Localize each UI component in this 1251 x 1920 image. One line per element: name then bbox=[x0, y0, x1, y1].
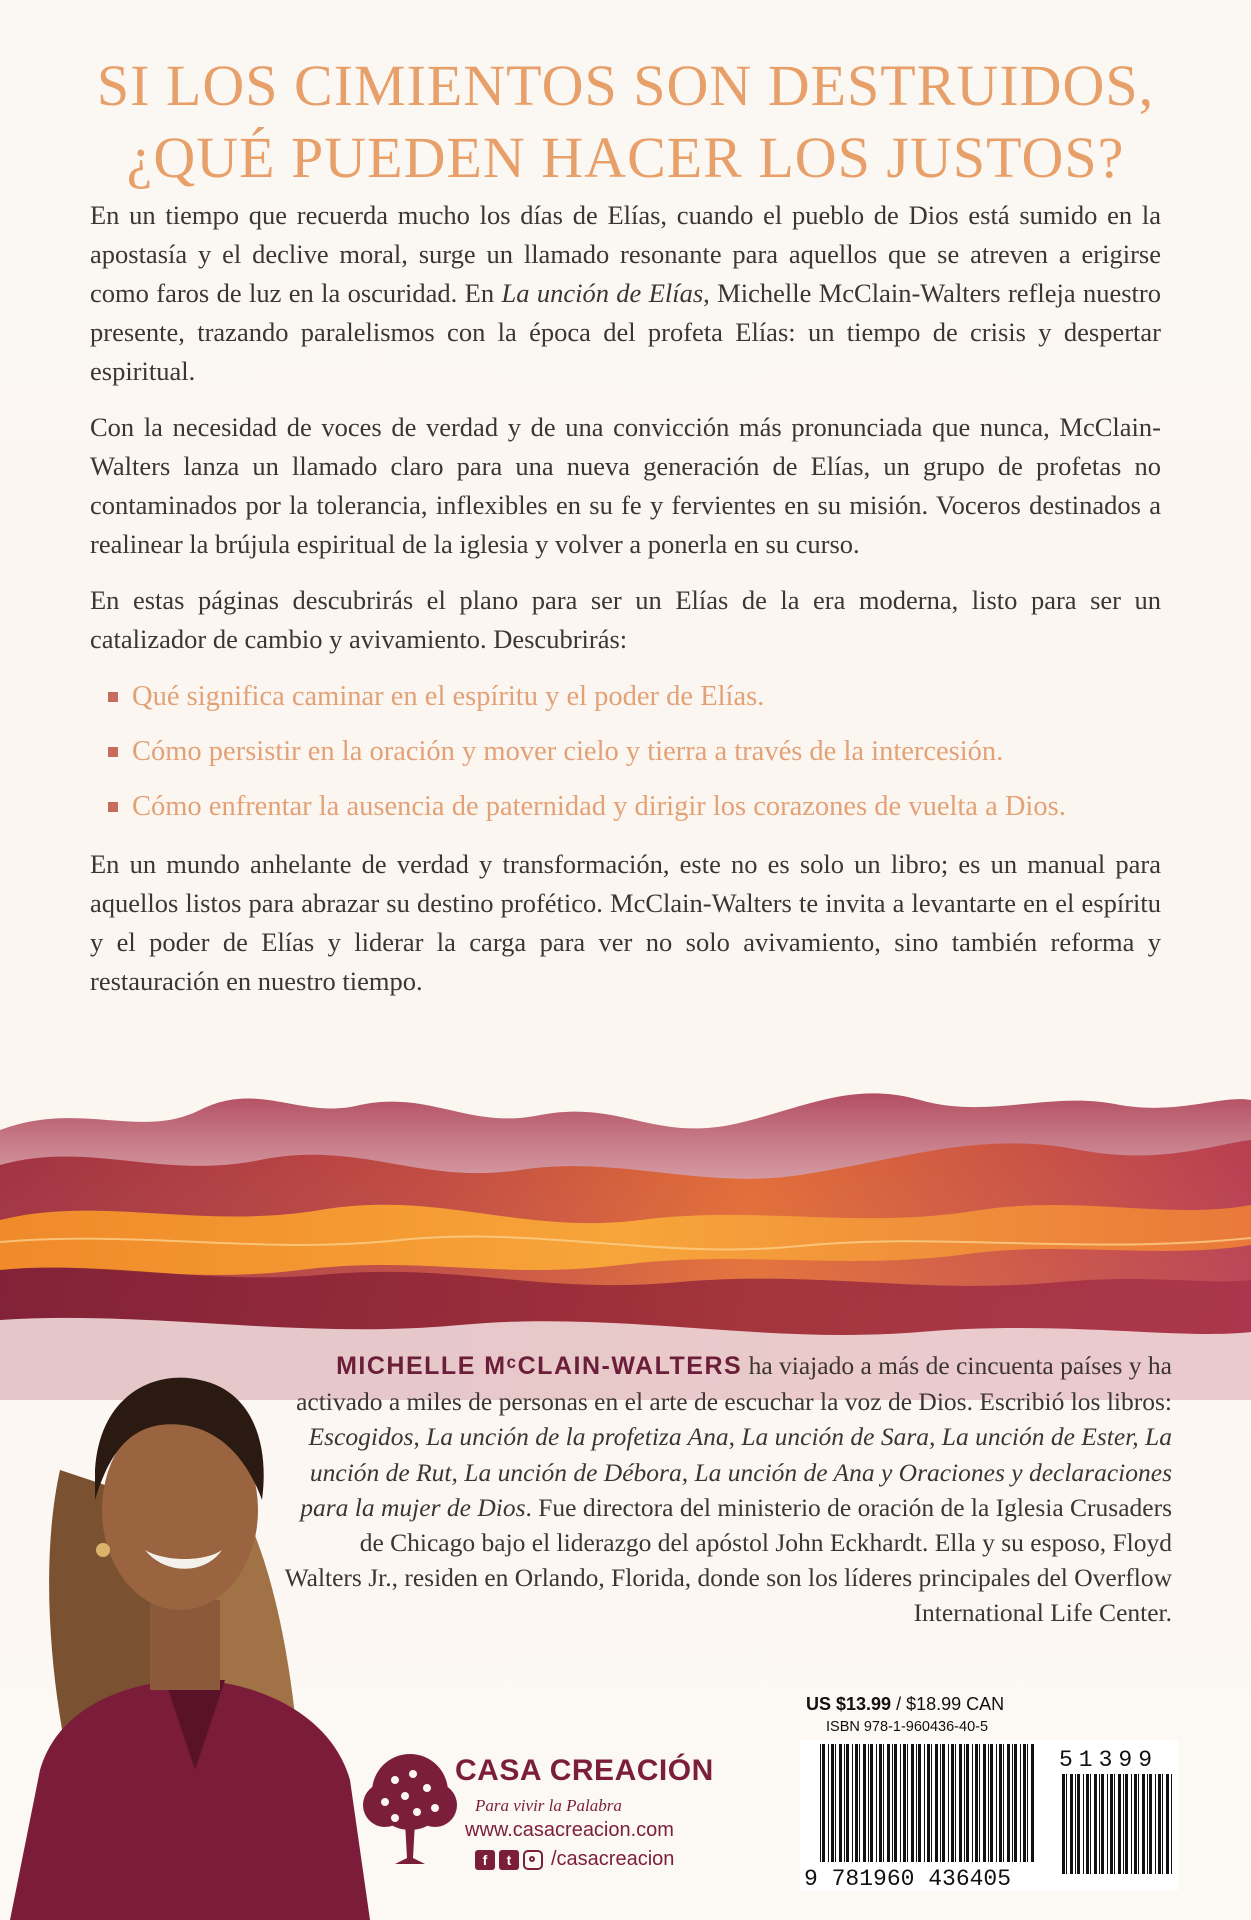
barcode-bar bbox=[859, 1744, 860, 1862]
barcode-bar bbox=[911, 1744, 914, 1862]
barcode-bar bbox=[972, 1744, 973, 1862]
headline-line-2: ¿QUÉ PUEDEN HACER LOS JUSTOS? bbox=[126, 125, 1125, 190]
instagram-icon bbox=[523, 1850, 543, 1870]
barcode-bar bbox=[903, 1744, 906, 1862]
barcode-bar bbox=[935, 1744, 938, 1862]
barcode-bar bbox=[1134, 1774, 1137, 1874]
intro-p1-text-end: , Michelle McClain-Walters refleja nuestro presente, trazando paralelismos con la época del profeta Elías: un tiempo de crisis y despertar espiritual. bbox=[90, 278, 1161, 386]
intro-paragraph-2: Con la necesidad de voces de verdad y de una convicción más pronunciada que nunca, McClain-Walters lanza un llamado claro para una nueva generación de Elías, un grupo de profetas no contaminados por la tolerancia, inflexibles en su fe y fervientes en su misión. Voceros destinados a realinear la brújula espiritual de la iglesia y volver a ponerla en su curso. bbox=[90, 412, 1161, 559]
barcode-bar bbox=[876, 1744, 877, 1862]
barcode-bar bbox=[1014, 1744, 1017, 1862]
barcode-bar bbox=[1070, 1774, 1073, 1874]
barcode-bar bbox=[1023, 1744, 1026, 1862]
book-title-mention: La unción de Elías bbox=[501, 278, 704, 308]
description bbox=[90, 196, 1161, 1018]
barcode-bar bbox=[846, 1744, 849, 1862]
barcode-bar bbox=[1149, 1774, 1152, 1874]
publisher-url: www.casacreacion.com bbox=[465, 1819, 674, 1841]
barcode-bar bbox=[887, 1744, 890, 1862]
closing-paragraph: En un mundo anhelante de verdad y transformación, este no es solo un libro; es un manual para aquellos listos para abrazar su destino profético. McClain-Walters te invita a levantarte en el espíritu y el poder de Elías y liderar la carga para ver no solo avivamiento, sino también reforma y restauración en nuestro tiempo. bbox=[90, 849, 1161, 996]
barcode-bar bbox=[1118, 1774, 1121, 1874]
barcode-bar bbox=[1007, 1744, 1010, 1862]
barcode-bar bbox=[1020, 1744, 1021, 1862]
social-links bbox=[475, 1848, 674, 1874]
barcode-bar bbox=[940, 1744, 941, 1862]
barcode-bar bbox=[988, 1744, 989, 1862]
bio-text-end: . Fue directora del ministerio de oración de la Iglesia Crusaders de Chicago bajo el liderazgo del apóstol John Eckhardt. Ella y su esposo, Floyd Walters Jr., residen en Orlando, Florida, donde son los líderes principales del Overflow International Life Center. bbox=[284, 1492, 1172, 1628]
barcode-bar bbox=[1110, 1774, 1113, 1874]
barcode-bar bbox=[955, 1744, 956, 1862]
bullet-text: Cómo enfrentar la ausencia de paternidad y dirigir los corazones de vuelta a Dios. bbox=[132, 791, 1066, 822]
bullet-text: Cómo persistir en la oración y mover cielo y tierra a través de la intercesión. bbox=[132, 736, 1004, 767]
barcode-bar bbox=[975, 1744, 978, 1862]
headline bbox=[60, 50, 1191, 194]
price-barcode-box bbox=[800, 1688, 1178, 1898]
barcode-bar bbox=[1094, 1774, 1097, 1874]
bio-books: Escogidos, La unción de la profetiza Ana, La unción de Sara, La unción de Ester, La unción de Rut, La unción de Débora, La unción de Ana y Oraciones y declaraciones para la mujer de Dios bbox=[300, 1422, 1172, 1522]
barcode-bar bbox=[999, 1744, 1002, 1862]
barcode-bar bbox=[892, 1744, 893, 1862]
barcode-bar bbox=[870, 1744, 873, 1862]
barcode-bar bbox=[855, 1744, 858, 1862]
bullet-text: Qué significa caminar en el espíritu y el poder de Elías. bbox=[132, 681, 765, 712]
barcode-bar bbox=[1107, 1774, 1108, 1874]
price-label bbox=[806, 1694, 1004, 1715]
barcode-bar bbox=[1077, 1774, 1080, 1874]
barcode-bar bbox=[1101, 1774, 1104, 1874]
barcode-bar bbox=[1114, 1774, 1115, 1874]
twitter-icon: t bbox=[499, 1850, 519, 1870]
barcode-bar bbox=[894, 1744, 897, 1862]
intro-paragraph-3: En estas páginas descubrirás el plano para ser un Elías de la era moderna, listo para ser un catalizador de cambio y avivamiento. Descubrirás: bbox=[90, 585, 1161, 654]
barcode-bar bbox=[951, 1744, 954, 1862]
publisher-name: CASA CREACIÓN bbox=[455, 1754, 714, 1787]
barcode-bar bbox=[1147, 1774, 1148, 1874]
barcode-bar bbox=[1066, 1774, 1067, 1874]
barcode-bar bbox=[1155, 1774, 1156, 1874]
barcode-bar bbox=[828, 1744, 829, 1862]
barcode-bar bbox=[1083, 1774, 1084, 1874]
barcode-bar bbox=[831, 1744, 834, 1862]
barcode-bar bbox=[964, 1744, 965, 1862]
publisher-tagline: Para vivir la Palabra bbox=[475, 1796, 622, 1815]
bullet-item bbox=[108, 676, 1161, 717]
barcode-bar bbox=[852, 1744, 853, 1862]
barcode-bar bbox=[1171, 1774, 1172, 1874]
square-bullet-icon bbox=[108, 692, 118, 702]
barcode-bar bbox=[822, 1744, 825, 1862]
us-price: US $13.99 bbox=[806, 1694, 892, 1714]
barcode-bar bbox=[918, 1744, 921, 1862]
barcode-bar bbox=[1075, 1774, 1076, 1874]
barcode-bar bbox=[1012, 1744, 1013, 1862]
barcode-bar bbox=[907, 1744, 908, 1862]
square-bullet-icon bbox=[108, 802, 118, 812]
barcode-bar bbox=[1123, 1774, 1124, 1874]
barcode-bar bbox=[1138, 1774, 1139, 1874]
barcode-bar bbox=[835, 1744, 836, 1862]
tree-logo-icon bbox=[355, 1750, 465, 1870]
barcode-bar bbox=[863, 1744, 866, 1862]
barcode-bar bbox=[868, 1744, 869, 1862]
barcode-bar bbox=[983, 1744, 986, 1862]
bullet-item bbox=[108, 786, 1161, 827]
barcode-bar bbox=[966, 1744, 969, 1862]
barcode-bar bbox=[820, 1744, 821, 1862]
barcode-bar bbox=[1158, 1774, 1161, 1874]
intro-p1-text: En un tiempo que recuerda mucho los días de Elías, cuando el pueblo de Dios está sumido en la apostasía y el declive moral, surge un llamado resonante para aquellos que se atreven a erigirse como faros de luz en la oscuridad. En bbox=[90, 200, 1161, 308]
barcode-bar bbox=[1090, 1774, 1091, 1874]
barcode-bar bbox=[924, 1744, 925, 1862]
barcode-bar bbox=[959, 1744, 962, 1862]
social-handle: /casacreacion bbox=[551, 1848, 675, 1870]
publisher-logo-block bbox=[355, 1740, 735, 1890]
facebook-icon: f bbox=[475, 1850, 495, 1870]
barcode-bar bbox=[1003, 1744, 1004, 1862]
barcode-bar bbox=[1062, 1774, 1065, 1874]
intro-paragraph-1 bbox=[90, 196, 1161, 391]
barcode-digits: 9 781960 436405 bbox=[804, 1866, 1012, 1890]
square-bullet-icon bbox=[108, 747, 118, 757]
bullet-list bbox=[108, 676, 1161, 827]
barcode-bar bbox=[979, 1744, 980, 1862]
barcode-bar bbox=[927, 1744, 930, 1862]
barcode-bar bbox=[1125, 1774, 1128, 1874]
barcode-bar bbox=[942, 1744, 945, 1862]
barcode-bar bbox=[1162, 1774, 1163, 1874]
headline-line-1: SI LOS CIMIENTOS SON DESTRUIDOS, bbox=[96, 53, 1155, 118]
barcode-bar bbox=[1131, 1774, 1132, 1874]
author-bio bbox=[280, 1348, 1172, 1631]
isbn-barcode bbox=[800, 1740, 1178, 1890]
barcode-bar bbox=[916, 1744, 917, 1862]
isbn-label: ISBN 978-1-960436-40-5 bbox=[826, 1719, 989, 1735]
barcode-bar bbox=[1099, 1774, 1100, 1874]
barcode-bar bbox=[1031, 1744, 1034, 1862]
barcode-bar bbox=[1086, 1774, 1089, 1874]
barcode-bar bbox=[839, 1744, 842, 1862]
can-price: / $18.99 CAN bbox=[891, 1694, 1005, 1714]
barcode-bar bbox=[948, 1744, 949, 1862]
barcode-bar bbox=[844, 1744, 845, 1862]
barcode-bar bbox=[931, 1744, 932, 1862]
addon-digits: 51399 bbox=[1059, 1747, 1159, 1773]
barcode-bar bbox=[1142, 1774, 1145, 1874]
bullet-item bbox=[108, 731, 1161, 772]
bio-text: ha viajado a más de cincuenta países y ha activado a miles de personas en el arte de escuchar la voz de Dios. Escribió los libros: bbox=[296, 1351, 1172, 1417]
barcode-bar bbox=[996, 1744, 997, 1862]
barcode-bar bbox=[1166, 1774, 1169, 1874]
barcode-bar bbox=[883, 1744, 884, 1862]
barcode-bar bbox=[900, 1744, 901, 1862]
barcode-bars bbox=[820, 1744, 1034, 1862]
barcode-bar bbox=[1027, 1744, 1028, 1862]
author-name: MICHELLE MᶜCLAIN-WALTERS bbox=[336, 1352, 743, 1380]
barcode-bar bbox=[879, 1744, 882, 1862]
barcode-bar bbox=[990, 1744, 993, 1862]
